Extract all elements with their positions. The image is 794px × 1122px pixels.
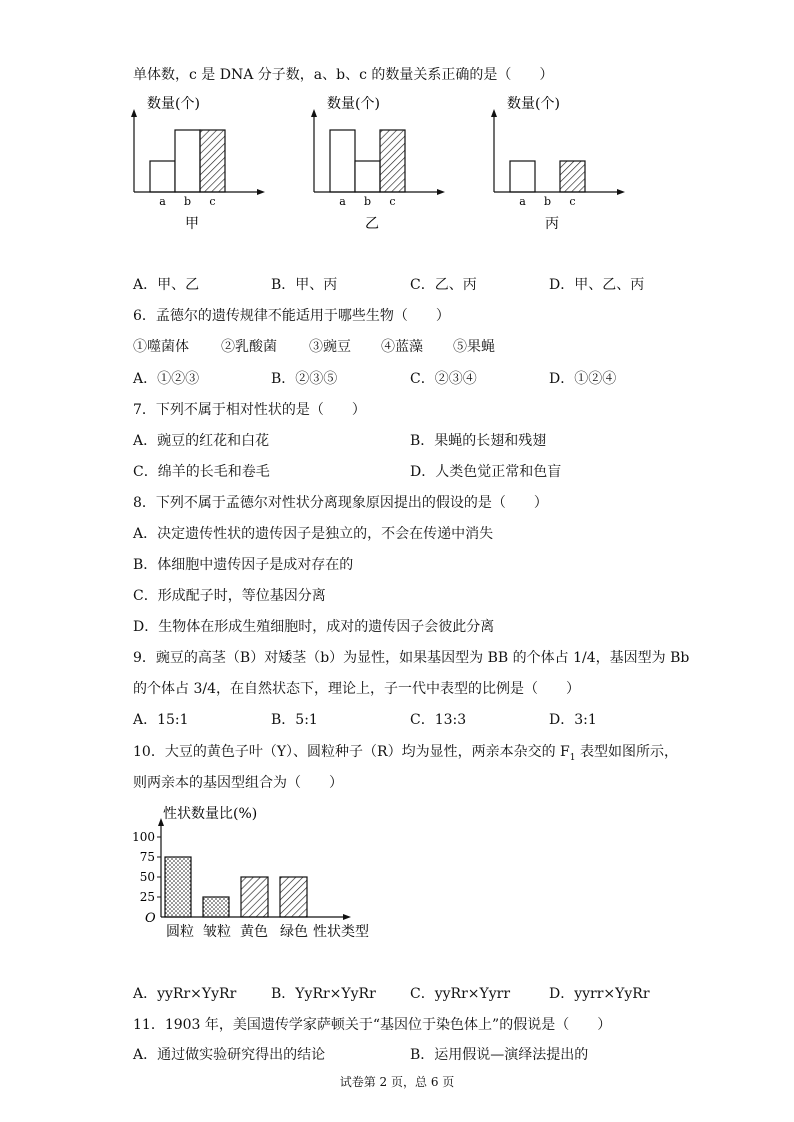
x-axis-arrow	[257, 189, 265, 195]
q9-stem-line-2: 的个体占 3/4，在自然状态下，理论上，子一代中表型的比例是（ ）	[133, 681, 580, 697]
x-tick-label: c	[389, 195, 396, 208]
x-tick-label: b	[183, 195, 192, 208]
q8-option-d[interactable]: D．生物体在形成生殖细胞时，成对的遗传因子会彼此分离	[133, 619, 495, 635]
q5-chart-jia	[120, 92, 280, 242]
chart-x-arrow	[343, 914, 351, 920]
x-axis-arrow	[437, 189, 445, 195]
q9-option-d[interactable]: D．3:1	[549, 712, 597, 728]
q6-item-3: ③豌豆	[309, 339, 351, 355]
bar-c	[200, 130, 225, 192]
bar-皱粒	[203, 897, 229, 917]
q6-item-2: ②乳酸菌	[221, 339, 277, 355]
q10-stem-line-2: 则两亲本的基因型组合为（ ）	[133, 775, 343, 791]
bar-c	[380, 130, 405, 192]
x-category-label: 圆粒	[166, 924, 194, 940]
q8-option-a[interactable]: A．决定遗传性状的遗传因子是独立的，不会在传递中消失	[133, 526, 494, 542]
x-category-label: 皱粒	[203, 924, 231, 940]
page-footer: 试卷第 2 页，总 6 页	[339, 1075, 455, 1089]
q6-option-b[interactable]: B．②③⑤	[271, 371, 338, 387]
q9-option-b[interactable]: B．5:1	[271, 712, 318, 728]
q9-option-c[interactable]: C．13:3	[410, 712, 467, 728]
x-category-label: 绿色	[280, 924, 308, 940]
q10-stem-line-1	[133, 743, 678, 767]
q10-stem-text-a: 10．大豆的黄色子叶（Y）、圆粒种子（R）均为显性，两亲本杂交的 F	[133, 744, 570, 760]
chart-caption: 丙	[545, 216, 559, 232]
chart-ylabel: 性状数量比(%)	[163, 806, 258, 822]
bar-a	[150, 161, 175, 192]
chart-ylabel: 数量(个)	[147, 96, 200, 112]
x-tick-label: a	[339, 195, 346, 208]
q10-option-d[interactable]: D．yyrr×YyRr	[549, 986, 650, 1002]
bar-a	[330, 130, 355, 192]
q8-stem: 8．下列不属于孟德尔对性状分离现象原因提出的假设的是（ ）	[133, 495, 548, 511]
q6-option-c[interactable]: C．②③④	[410, 371, 477, 387]
chart-ylabel: 数量(个)	[327, 96, 380, 112]
q10-option-c[interactable]: C．yyRr×Yyrr	[410, 986, 511, 1002]
q11-option-a[interactable]: A．通过做实验研究得出的结论	[133, 1047, 326, 1063]
q11-stem: 11．1903 年，美国遗传学家萨顿关于“基因位于染色体上”的假说是（ ）	[133, 1017, 612, 1033]
q7-option-d[interactable]: D．人类色觉正常和色盲	[410, 464, 562, 480]
q5-option-a[interactable]: A．甲、乙	[133, 277, 200, 293]
y-axis-arrow	[311, 109, 317, 117]
bar-c	[560, 161, 585, 192]
bar-黄色	[241, 877, 268, 917]
q9-option-a[interactable]: A．15:1	[133, 712, 189, 728]
chart-caption: 乙	[365, 216, 379, 232]
bar-绿色	[280, 877, 307, 917]
q6-item-5: ⑤果蝇	[453, 339, 495, 355]
chart-ylabel: 数量(个)	[507, 96, 560, 112]
y-axis-arrow	[131, 109, 137, 117]
bar-圆粒	[165, 857, 191, 917]
q6-item-1: ①噬菌体	[133, 339, 189, 355]
q7-stem: 7．下列不属于相对性状的是（ ）	[133, 402, 366, 418]
q5-chart-yi	[300, 92, 460, 242]
q7-option-b[interactable]: B．果蝇的长翅和残翅	[410, 433, 547, 449]
q6-stem: 6．孟德尔的遗传规律不能适用于哪些生物（ ）	[133, 308, 450, 324]
x-tick-label: c	[209, 195, 216, 208]
q6-option-a[interactable]: A．①②③	[133, 371, 200, 387]
bar-a	[510, 161, 535, 192]
chart-xlabel: 性状类型	[313, 924, 369, 940]
x-tick-label: a	[159, 195, 166, 208]
q10-option-b[interactable]: B．YyRr×YyRr	[271, 986, 376, 1002]
x-tick-label: c	[569, 195, 576, 208]
q6-item-4: ④蓝藻	[381, 339, 423, 355]
q5-option-d[interactable]: D．甲、乙、丙	[549, 277, 645, 293]
bar-b	[355, 161, 380, 192]
x-tick-label: b	[543, 195, 552, 208]
q9-stem-line-1: 9．豌豆的高茎（B）对矮茎（b）为显性，如果基因型为 BB 的个体占 1/4，基因型为 Bb	[133, 650, 690, 666]
x-tick-label: a	[519, 195, 526, 208]
q5-stem: 单体数，c 是 DNA 分子数，a、b、c 的数量关系正确的是（ ）	[133, 67, 554, 83]
q5-option-b[interactable]: B．甲、丙	[271, 277, 338, 293]
q7-option-c[interactable]: C．绵羊的长毛和卷毛	[133, 464, 270, 480]
bar-b	[175, 130, 200, 192]
q10-stem-subscript: 1	[569, 752, 576, 763]
q11-option-b[interactable]: B．运用假说—演绎法提出的	[410, 1047, 589, 1063]
y-tick-label: 25	[139, 890, 155, 904]
x-category-label: 黄色	[240, 924, 268, 940]
q5-option-c[interactable]: C．乙、丙	[410, 277, 477, 293]
q5-chart-bing	[480, 92, 640, 242]
chart-caption: 甲	[185, 216, 199, 232]
q7-option-a[interactable]: A．豌豆的红花和白花	[133, 433, 270, 449]
x-tick-label: b	[363, 195, 372, 208]
q8-option-c[interactable]: C．形成配子时，等位基因分离	[133, 588, 326, 604]
y-tick-label: 50	[139, 870, 155, 884]
q10-bar-chart	[125, 800, 385, 945]
y-tick-label: 75	[139, 850, 155, 864]
y-axis-arrow	[491, 109, 497, 117]
q10-option-a[interactable]: A．yyRr×YyRr	[133, 986, 237, 1002]
chart-origin: O	[145, 911, 156, 926]
y-tick-label: 100	[132, 830, 155, 844]
q8-option-b[interactable]: B．体细胞中遗传因子是成对存在的	[133, 557, 354, 573]
q10-stem-text-b: 表型如图所示，	[575, 744, 678, 760]
q6-option-d[interactable]: D．①②④	[549, 371, 617, 387]
x-axis-arrow	[617, 189, 625, 195]
